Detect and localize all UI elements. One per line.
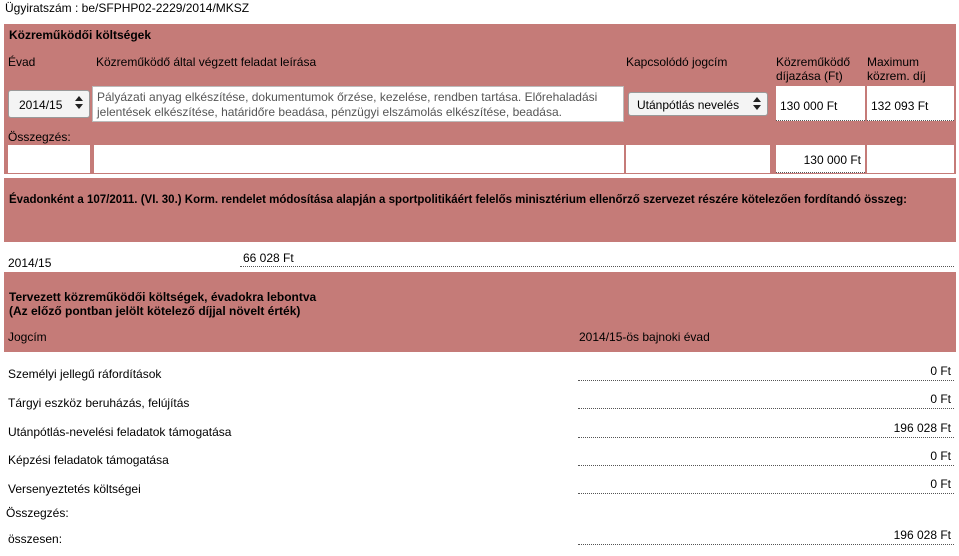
spinner-arrows-icon [74, 94, 84, 112]
planned-total-value: 196 028 Ft [578, 528, 954, 545]
planned-row-label: Utánpótlás-nevelési feladatok támogatása [8, 425, 232, 439]
summary-cell-description [94, 145, 624, 173]
spinner-arrows-icon [752, 95, 762, 113]
costs-section [4, 24, 956, 174]
mandatory-section [4, 178, 956, 242]
max-fee-value: 132 093 Ft [867, 86, 954, 121]
planned-row-label: Képzési feladatok támogatása [8, 453, 169, 467]
fee-input[interactable]: 130 000 Ft [776, 86, 865, 121]
planned-title: Tervezett közreműködői költségek, évadokra lebontva (Az előző pontban jelölt kötelező díjjal növelt érték) [9, 290, 317, 318]
planned-row-label: Személyi jellegű ráfordítások [8, 367, 162, 381]
planned-row-label: Versenyeztetés költségei [8, 482, 141, 496]
planned-summary-label: Összegzés: [6, 506, 69, 520]
mandatory-value: 66 028 Ft [240, 248, 954, 267]
planned-col-season-header: 2014/15-ös bajnoki évad [579, 330, 710, 344]
planned-col-title-header: Jogcím [8, 330, 47, 344]
planned-row-value: 0 Ft [578, 392, 954, 409]
title-select[interactable]: Utánpótlás nevelés [628, 92, 768, 116]
summary-cell-title [626, 145, 770, 173]
planned-section [4, 272, 956, 352]
col-season-header: Évad [8, 55, 36, 69]
mandatory-title: Évadonként a 107/2011. (VI. 30.) Korm. rendelet módosítása alapján a sportpolitikáért felelős minisztérium ellenőrző szervezet részére kötelezően fordítandó összeg: [9, 194, 907, 206]
planned-total-label: összesen: [8, 532, 63, 546]
season-select[interactable]: 2014/15 [8, 90, 90, 118]
col-title-header: Kapcsolódó jogcím [626, 55, 728, 69]
planned-row-label: Tárgyi eszköz beruházás, felújítás [8, 396, 190, 410]
planned-row-value: 0 Ft [578, 449, 954, 466]
col-max-header: Maximum közrem. díj [867, 55, 926, 83]
summary-cell-max [867, 145, 954, 173]
planned-row-value: 0 Ft [578, 477, 954, 494]
col-description-header: Közreműködő által végzett feladat leírása [96, 55, 317, 69]
col-fee-header: Közreműködő díjazása (Ft) [776, 55, 851, 83]
summary-fee-value: 130 000 Ft [776, 145, 865, 173]
planned-row-value: 0 Ft [578, 364, 954, 381]
planned-row-value: 196 028 Ft [578, 421, 954, 438]
description-textarea[interactable]: Pályázati anyag elkészítése, dokumentumok őrzése, kezelése, rendben tartása. Előrehaladási jelentések elkészítése, határidőre beadása, pénzügyi elszámolás elkészítése, beadása. [92, 86, 624, 122]
summary-cell-season [8, 145, 90, 173]
mandatory-season: 2014/15 [8, 256, 52, 270]
case-number: Ügyiratszám : be/SFPHP02-2229/2014/MKSZ [5, 1, 250, 15]
costs-summary-label: Összegzés: [8, 130, 71, 144]
costs-title: Közreműködői költségek [9, 28, 152, 42]
